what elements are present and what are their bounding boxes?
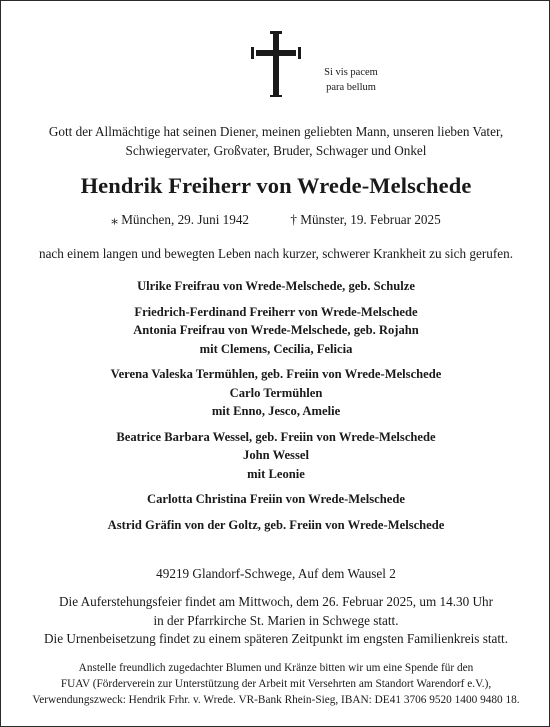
- motto: [317, 65, 385, 95]
- death-sentence: nach einem langen und bewegten Leben nach kurzer, schwerer Krankheit zu sich gerufen.: [38, 246, 513, 261]
- mourner-line: mit Leonie: [247, 466, 305, 481]
- family-group: [1, 365, 550, 421]
- mourner-line: mit Clemens, Cecilia, Felicia: [199, 341, 353, 356]
- mourner-line: John Wessel: [243, 448, 309, 462]
- family-group: [1, 303, 550, 359]
- mourner-line: Beatrice Barbara Wessel, geb. Freiin von Wrede-Melschede: [116, 429, 436, 444]
- mourners-list: [1, 277, 550, 541]
- mourner-line: Carlo Termühlen: [229, 385, 323, 400]
- mourner-line: Antonia Freifrau von Wrede-Melschede, geb. Rojahn: [133, 323, 419, 337]
- ceremony-line: Die Auferstehungsfeier findet am Mittwoch, dem 26. Februar 2025, um 14.30 Uhr: [59, 594, 493, 609]
- mourner-line: mit Enno, Jesco, Amelie: [211, 404, 341, 418]
- family-group: [1, 490, 550, 509]
- ceremony-line: Die Urnenbeisetzung findet zu einem späteren Zeitpunkt im engsten Familienkreis statt.: [44, 631, 508, 646]
- intro-line: Gott der Allmächtige hat seinen Diener, meinen geliebten Mann, unseren lieben Vater,: [48, 124, 504, 139]
- family-group: [1, 428, 550, 484]
- mourner-line: Verena Valeska Termühlen, geb. Freiin von Wrede-Melschede: [110, 367, 442, 381]
- ceremony-line: in der Pfarrkirche St. Marien in Schwege statt.: [153, 612, 399, 628]
- donation-line: Verwendungszweck: Hendrik Frhr. v. Wrede. VR-Bank Rhein-Sieg, IBAN: DE41 3706 9520 1400 9480 18.: [32, 694, 520, 706]
- death-date: † Münster, 19. Februar 2025: [290, 212, 441, 227]
- ceremony-info: [1, 593, 550, 649]
- family-group: [1, 277, 550, 296]
- intro-line: Schwiegervater, Großvater, Bruder, Schwager und Onkel: [125, 143, 427, 158]
- mourner-line: Friedrich-Ferdinand Freiherr von Wrede-Melschede: [134, 304, 418, 319]
- birth-date: ⁎ München, 29. Juni 1942: [111, 212, 250, 227]
- motto-line: para bellum: [326, 82, 376, 93]
- donation-line: Anstelle freundlich zugedachter Blumen und Kränze bitten wir um eine Spende für den: [78, 662, 474, 674]
- mourner-line: Astrid Gräfin von der Goltz, geb. Freiin von Wrede-Melschede: [107, 517, 445, 532]
- mourner-line: Ulrike Freifrau von Wrede-Melschede, geb. Schulze: [137, 279, 415, 293]
- cross-icon: [251, 31, 301, 97]
- life-dates: [1, 212, 550, 228]
- family-group: [1, 516, 550, 535]
- mourner-line: Carlotta Christina Freiin von Wrede-Melschede: [147, 492, 405, 506]
- intro-text: [1, 122, 550, 160]
- donation-line: FUAV (Förderverein zur Unterstützung der Arbeit mit Versehrten am Standort Warendorf e.V.),: [60, 678, 492, 690]
- donation-note: [1, 660, 550, 708]
- address: 49219 Glandorf-Schwege, Auf dem Wausel 2: [156, 566, 396, 581]
- deceased-name: Hendrik Freiherr von Wrede-Melschede: [80, 173, 472, 198]
- motto-line: Si vis pacem: [324, 67, 378, 78]
